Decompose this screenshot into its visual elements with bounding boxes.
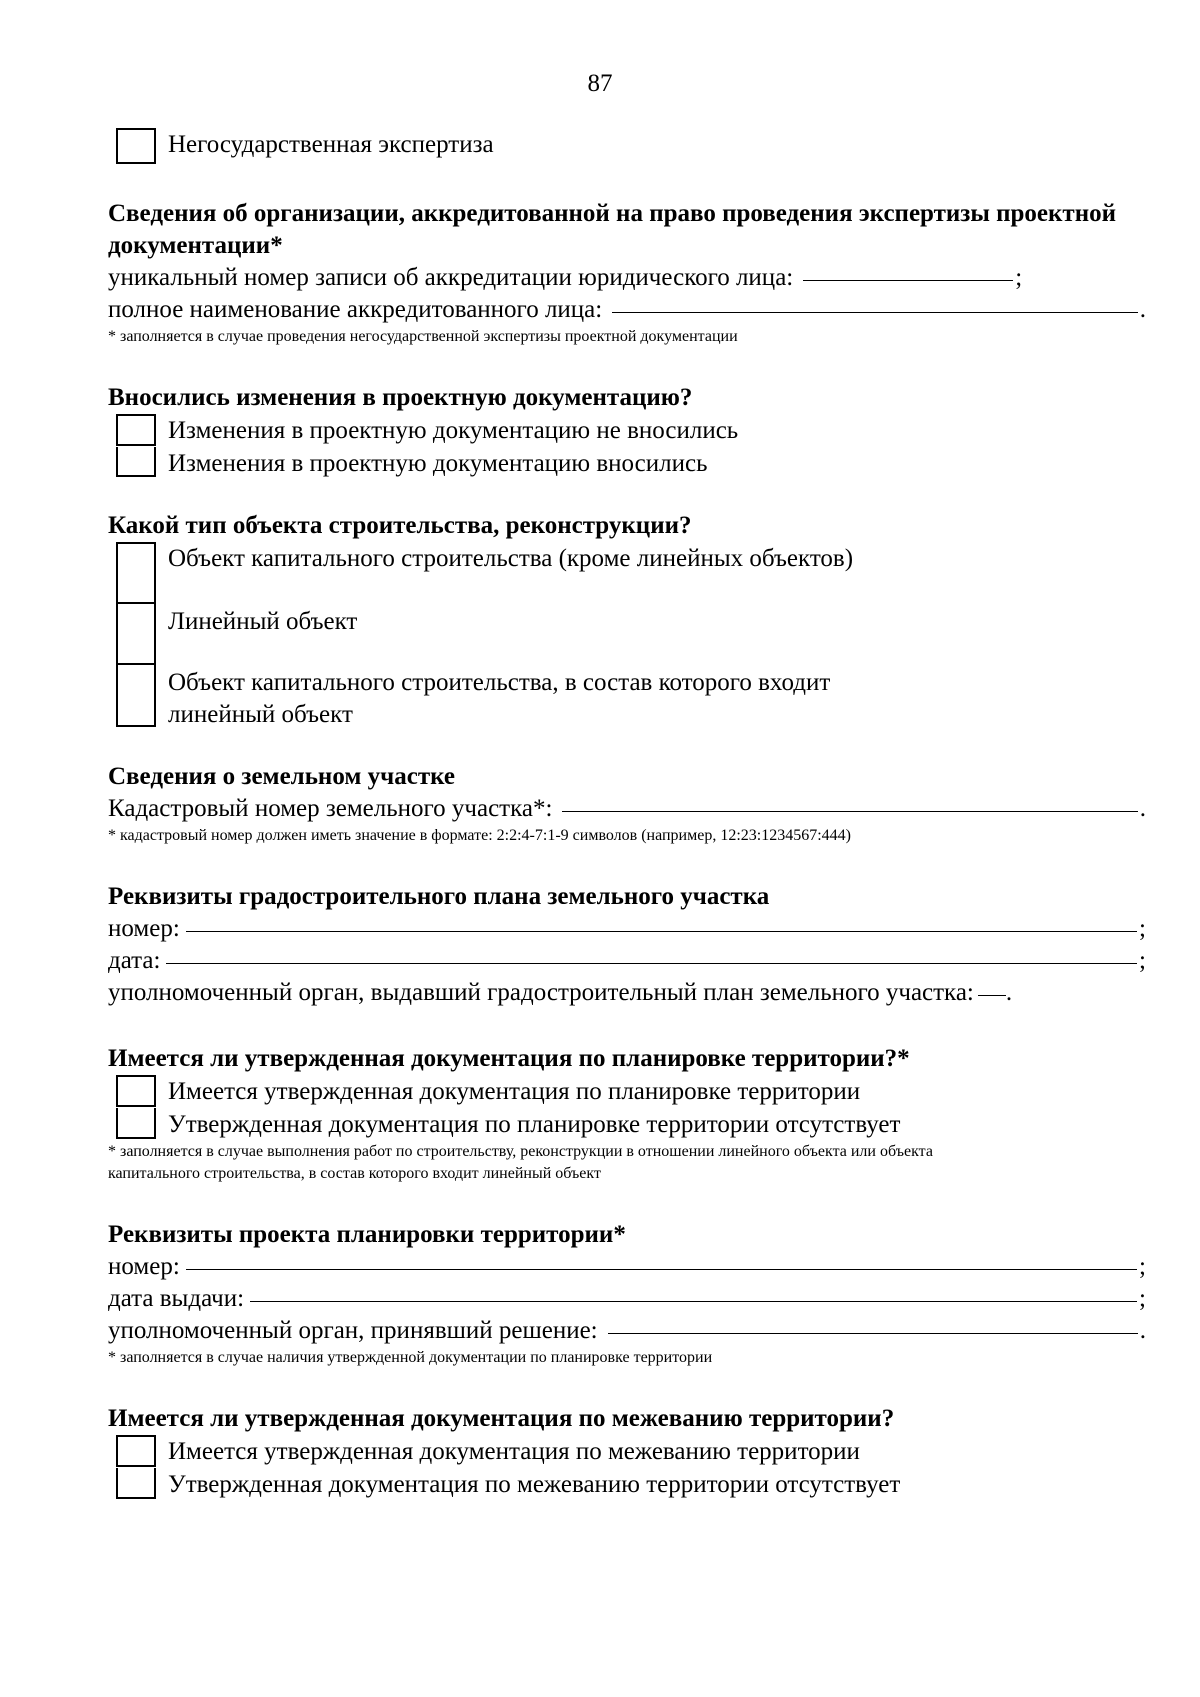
checkbox[interactable]: [116, 1468, 156, 1499]
input-accreditation-number[interactable]: [803, 280, 1013, 281]
checkbox[interactable]: [116, 414, 156, 446]
input-gpzu-authority[interactable]: [978, 995, 1006, 996]
section-planning-doc: [108, 1043, 1146, 1185]
section-heading: Реквизиты проекта планировки территории*: [108, 1221, 626, 1248]
section-object-type: [108, 510, 1146, 731]
section-heading: Имеется ли утвержденная документация по межеванию территории?: [108, 1405, 895, 1432]
form-content: [108, 128, 1146, 1501]
field-project-authority: уполномоченный орган, принявший решение: .: [108, 1317, 1146, 1344]
checkbox[interactable]: [116, 128, 156, 164]
section-heading: Какой тип объекта строительства, реконструкции?: [108, 512, 692, 539]
section-heading: Вносились изменения в проектную документацию?: [108, 384, 693, 411]
input-project-number[interactable]: [186, 1269, 1137, 1270]
checkbox[interactable]: [116, 447, 156, 477]
option-changes-made[interactable]: Изменения в проектную документацию вносились: [116, 447, 1146, 480]
section-accreditation: [108, 198, 1146, 348]
option-non-state-expertise[interactable]: [116, 128, 1146, 164]
option-planning-exists[interactable]: Имеется утвержденная документация по планировке территории: [116, 1075, 1146, 1108]
input-gpzu-date[interactable]: [166, 963, 1137, 964]
section-heading: Реквизиты градостроительного плана земельного участка: [108, 883, 770, 910]
checkbox[interactable]: [116, 665, 156, 727]
footnote: * заполняется в случае выполнения работ по строительству, реконструкции в отношении линейного объекта или объекта капитального строительства, в состав которого входит линейный объект: [108, 1143, 933, 1182]
input-cadastral-number[interactable]: [562, 811, 1137, 812]
footnote: * заполняется в случае наличия утвержденной документации по планировке территории: [108, 1349, 713, 1366]
section-changes: [108, 382, 1146, 480]
checkbox[interactable]: [116, 1075, 156, 1107]
input-project-date[interactable]: [250, 1301, 1137, 1302]
section-land: [108, 761, 1146, 847]
field-accredited-name: полное наименование аккредитованного лица: .: [108, 296, 1146, 323]
section-survey-doc: [108, 1403, 1146, 1501]
checkbox[interactable]: [116, 542, 156, 604]
option-changes-not-made[interactable]: Изменения в проектную документацию не вносились: [116, 414, 1146, 447]
section-planning-project: [108, 1219, 1146, 1369]
section-heading: Имеется ли утвержденная документация по планировке территории?*: [108, 1045, 910, 1072]
option-survey-absent[interactable]: Утвержденная документация по межеванию территории отсутствует: [116, 1468, 1146, 1501]
option-label: Негосударственная экспертиза: [168, 131, 494, 158]
section-heading: Сведения о земельном участке: [108, 763, 455, 790]
field-project-number: номер: ;: [108, 1253, 1146, 1280]
option-survey-exists[interactable]: Имеется утвержденная документация по межеванию территории: [116, 1435, 1146, 1468]
section-gpzu: [108, 881, 1146, 1009]
field-gpzu-date: дата: ;: [108, 947, 1146, 974]
section-heading: Сведения об организации, аккредитованной на право проведения экспертизы проектной документации*: [108, 200, 1117, 259]
field-gpzu-number: номер: ;: [108, 915, 1146, 942]
footnote: * заполняется в случае проведения негосударственной экспертизы проектной документации: [108, 328, 738, 345]
input-gpzu-number[interactable]: [186, 931, 1137, 932]
option-linear-object[interactable]: Линейный объект: [116, 604, 1146, 665]
option-capital-with-linear[interactable]: Объект капитального строительства, в состав которого входит линейный объект: [116, 665, 1146, 731]
input-project-authority[interactable]: [608, 1333, 1138, 1334]
option-capital-object[interactable]: Объект капитального строительства (кроме линейных объектов): [116, 542, 1146, 604]
field-project-date: дата выдачи: ;: [108, 1285, 1146, 1312]
input-accredited-name[interactable]: [612, 312, 1138, 313]
field-accreditation-number: уникальный номер записи об аккредитации юридического лица: ;: [108, 264, 1023, 291]
footnote: * кадастровый номер должен иметь значение в формате: 2:2:4-7:1-9 символов (например, 12:23:1234567:444): [108, 827, 852, 844]
page-number: 87: [587, 70, 613, 97]
field-gpzu-authority: уполномоченный орган, выдавший градостроительный план земельного участка: .: [108, 979, 1013, 1006]
checkbox[interactable]: [116, 1108, 156, 1139]
field-cadastral-number: Кадастровый номер земельного участка*: .: [108, 795, 1146, 822]
checkbox[interactable]: [116, 1435, 156, 1467]
checkbox[interactable]: [116, 604, 156, 665]
option-planning-absent[interactable]: Утвержденная документация по планировке территории отсутствует: [116, 1108, 1146, 1141]
